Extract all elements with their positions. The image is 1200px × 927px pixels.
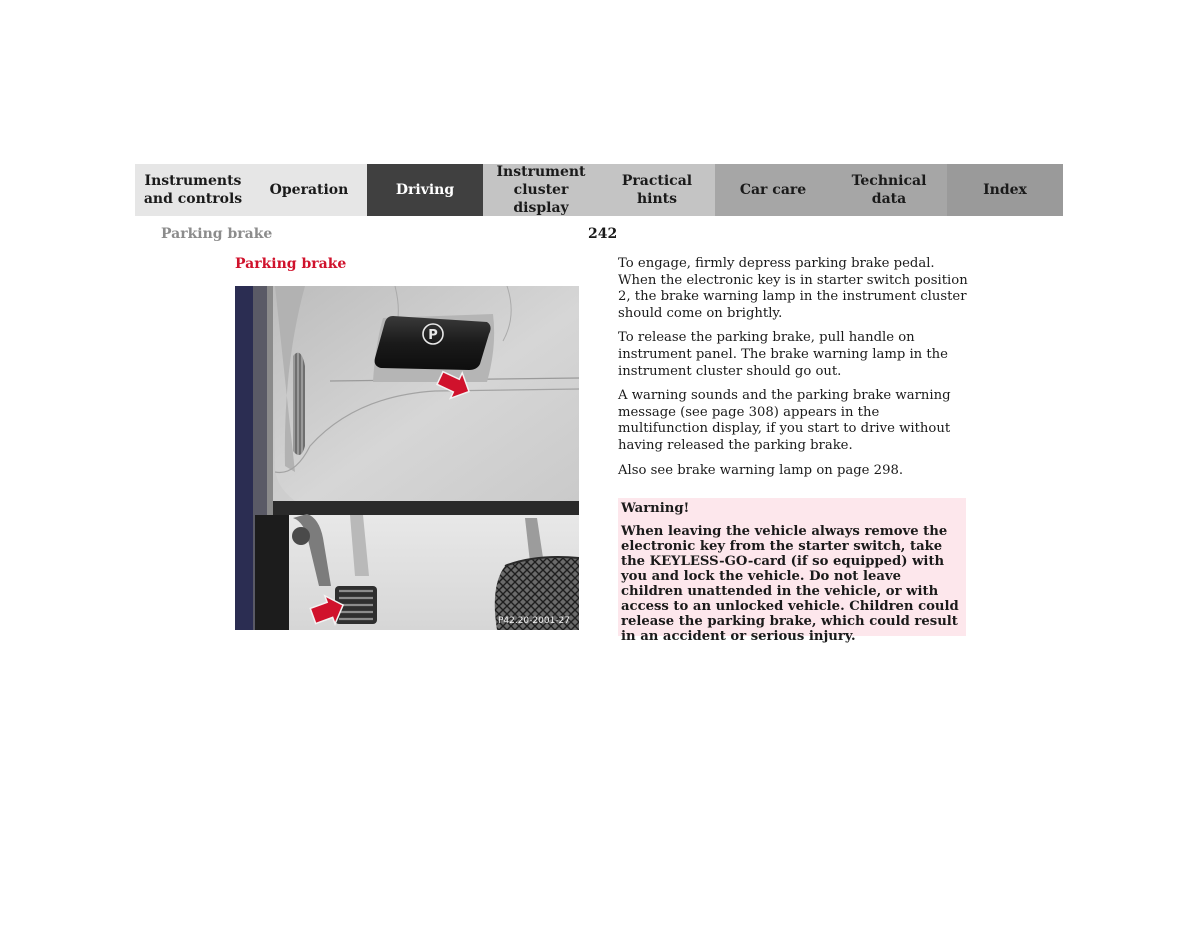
tab-label: Instruments and controls [143,173,243,207]
paragraph: Also see brake warning lamp on page 298. [618,462,904,478]
warning-title: Warning! [621,501,690,516]
paragraph: To engage, firmly depress parking brake pedal. When the electronic key is in starter switch position 2, the brake warning lamp in the instrument cluster should come on brightly. [618,256,968,321]
tab-practical-hints[interactable] [599,164,715,216]
tab-driving[interactable] [367,164,483,216]
figure-code: P42.20-2001-27 [497,616,570,626]
parking-symbol: P [428,328,438,343]
tab-operation[interactable] [251,164,367,216]
tab-instrument-cluster-display[interactable] [483,164,599,216]
page-number: 242 [588,226,618,242]
section-title: Parking brake [235,256,347,272]
tab-label: Index [983,182,1027,198]
chapter-tabs [135,164,1065,216]
parking-brake-illustration [235,286,579,630]
illustration-svg [235,286,579,630]
tab-technical-data[interactable] [831,164,947,216]
warning-box [618,498,966,644]
tab-car-care[interactable] [715,164,831,216]
tab-label: Driving [395,182,455,198]
tab-instruments-and-controls[interactable] [135,164,251,216]
tab-index[interactable] [947,164,1063,216]
tab-label: Operation [269,182,349,198]
running-head: Parking brake [161,226,273,242]
tab-label: Car care [739,182,807,198]
tab-label: Technical data [851,173,927,207]
warning-text: When leaving the vehicle always remove the electronic key from the starter switch, take the KEYLESS-GO-card (if so equipped) with you and lock the vehicle. Do not leave children unattended in the vehicle, or with access to an unlocked vehicle. Children could release the parking brake, which could result in an accident or serious injury. [621,524,959,644]
tab-label: Practical hints [621,173,693,207]
body-text [618,256,970,487]
paragraph: A warning sounds and the parking brake warning message (see page 308) appears in the multifunction display, if you start to drive without having released the parking brake. [618,388,951,453]
tab-label: Instrument cluster display [496,164,586,216]
paragraph: To release the parking brake, pull handle on instrument panel. The brake warning lamp in the instrument cluster should go out. [618,330,948,379]
